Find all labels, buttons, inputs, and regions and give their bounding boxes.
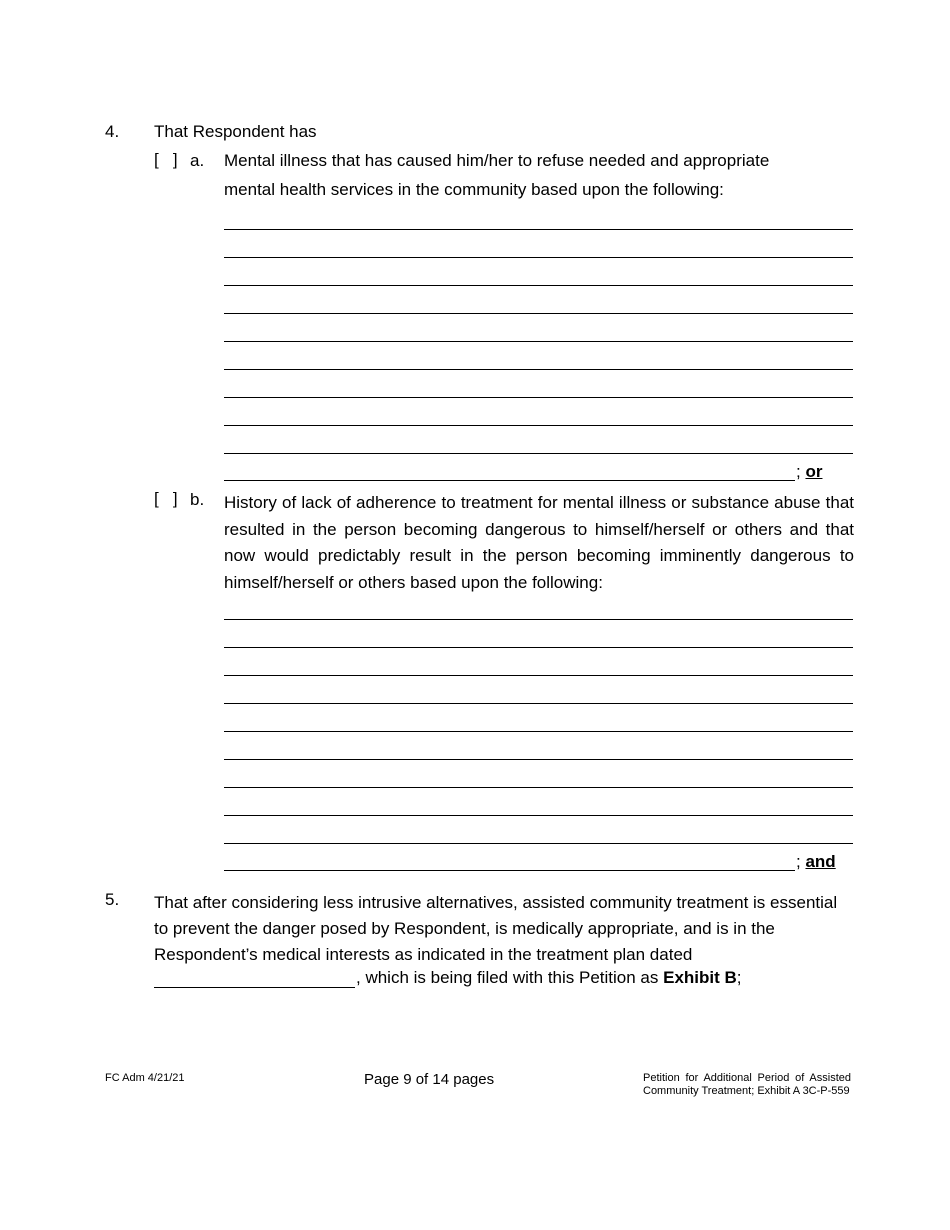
footer-form-id: FC Adm 4/21/21	[105, 1072, 185, 1084]
option-a-or: or	[805, 462, 823, 481]
treatment-plan-date-blank[interactable]	[154, 987, 355, 988]
option-b-blank-line[interactable]	[224, 787, 853, 788]
option-a-semicolon: ;	[796, 462, 801, 481]
option-b-final-blank-line[interactable]	[224, 870, 795, 871]
option-b-blank-line[interactable]	[224, 703, 853, 704]
option-b-ending	[796, 852, 836, 872]
item-5-end: ;	[736, 968, 742, 987]
option-a-blank-line[interactable]	[224, 257, 853, 258]
exhibit-b-label: Exhibit B	[663, 968, 737, 987]
item-5-number: 5.	[105, 890, 120, 909]
option-b-semicolon: ;	[796, 852, 801, 871]
option-a-blank-line[interactable]	[224, 425, 853, 426]
footer-title-line1: Petition for Additional Period of Assisted	[643, 1072, 851, 1084]
option-b-blank-line[interactable]	[224, 647, 853, 648]
option-b-blank-line[interactable]	[224, 675, 853, 676]
item-5-after-blank: , which is being filed with this Petition as	[356, 968, 664, 987]
option-a-blank-line[interactable]	[224, 397, 853, 398]
option-b-checkbox[interactable]: [ ]	[154, 489, 178, 508]
item-5-continuation	[356, 968, 742, 988]
option-b-text: History of lack of adherence to treatment for mental illness or substance abuse that resulted in the person becoming dangerous to himself/herself or others and that now would predictably result in the person becoming imminently dangerous to himself/herself or others based upon the following:	[224, 493, 854, 592]
option-a-text-line2: mental health services in the community based upon the following:	[224, 180, 724, 199]
option-a-blank-line[interactable]	[224, 313, 853, 314]
option-b-blank-line[interactable]	[224, 759, 853, 760]
item-4-number: 4.	[105, 122, 120, 141]
option-a-blank-line[interactable]	[224, 229, 853, 230]
option-b-blank-line[interactable]	[224, 815, 853, 816]
option-b-and: and	[805, 852, 836, 871]
option-a-blank-line[interactable]	[224, 369, 853, 370]
footer-title-line2: Community Treatment; Exhibit A 3C-P-559	[643, 1085, 850, 1097]
option-b-blank-line[interactable]	[224, 731, 853, 732]
option-a-text-line1: Mental illness that has caused him/her to refuse needed and appropriate	[224, 151, 770, 170]
option-a-blank-line[interactable]	[224, 453, 853, 454]
option-a-final-blank-line[interactable]	[224, 480, 795, 481]
item-5-text: That after considering less intrusive alternatives, assisted community treatment is essential to prevent the danger posed by Respondent, is medically appropriate, and is in the Respondent’s medical interests as indicated in the treatment plan dated	[154, 893, 838, 964]
option-a-checkbox[interactable]: [ ]	[154, 150, 178, 169]
footer-page-number: Page 9 of 14 pages	[364, 1071, 495, 1088]
option-a-blank-line[interactable]	[224, 285, 853, 286]
option-a-ending	[796, 462, 822, 482]
option-b-letter: b.	[190, 490, 205, 509]
item-4-heading: That Respondent has	[154, 122, 317, 141]
option-b-blank-line[interactable]	[224, 619, 853, 620]
option-a-letter: a.	[190, 151, 205, 170]
option-b-blank-line[interactable]	[224, 843, 853, 844]
option-a-blank-line[interactable]	[224, 341, 853, 342]
